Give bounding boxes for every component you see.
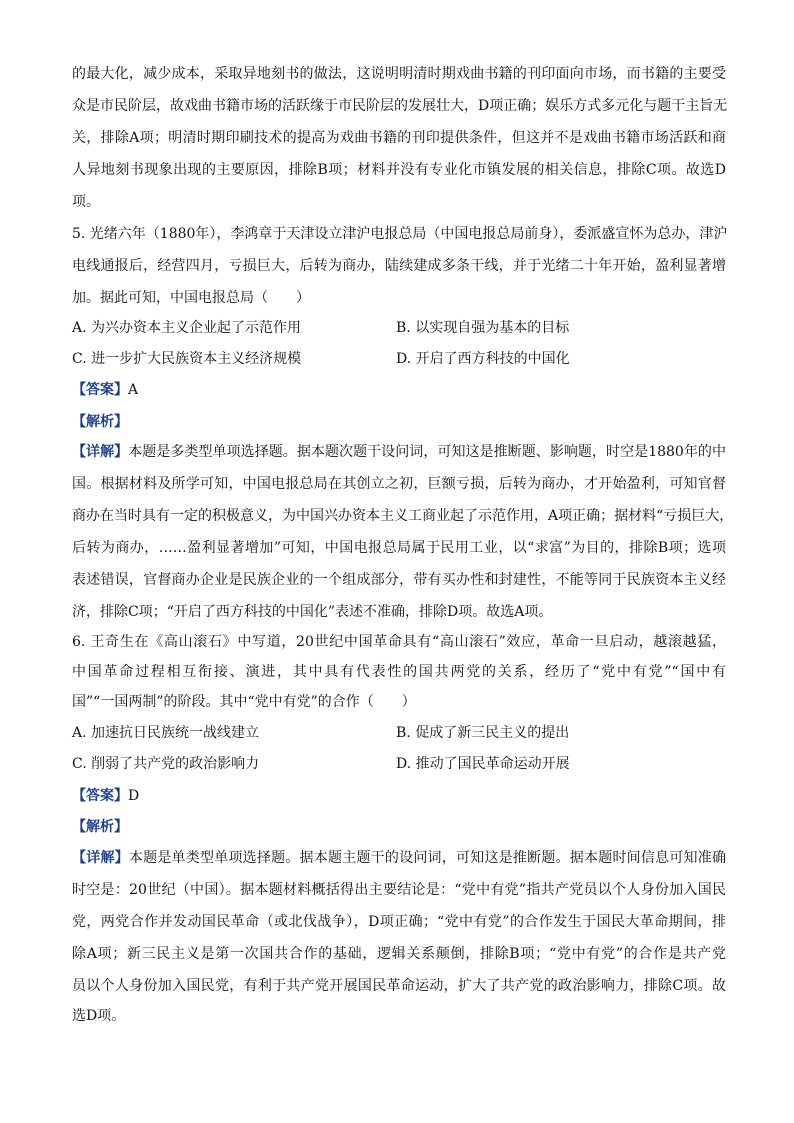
- prev-explanation-line-5: 项。: [72, 194, 100, 210]
- q5-stem-line-3: 加。据此可知，中国电报总局（ ）: [72, 290, 310, 306]
- q5-option-d: D. 开启了西方科技的中国化: [396, 351, 570, 367]
- q5-stem-line-1: 5. 光绪六年（1880年），李鸿章于天津设立津沪电报总局（中国电报总局前身），委派盛宣怀为总办，津沪: [72, 226, 728, 242]
- q6-analysis-heading: 【解析】: [72, 819, 128, 835]
- q6-option-c: C. 削弱了共产党的政治影响力: [72, 756, 260, 772]
- q6-answer: [72, 786, 139, 806]
- q5-detail-line-3: 商办在当时具有一定的积极意义，为中国兴办资本主义工商业起了示范作用，A项正确；据材料“亏损巨大，: [72, 508, 734, 524]
- q6-detail-label: 【详解】: [72, 850, 129, 866]
- q5-stem-line-2: 电线通报后，经营四月，亏损巨大，后转为商办，陆续建成多条干线，并于光绪二十年开始，盈利显著增: [72, 258, 726, 274]
- prev-explanation-line-1: 的最大化，减少成本，采取异地刻书的做法，这说明明清时期戏曲书籍的刊印面向市场，而书籍的主要受: [72, 66, 726, 82]
- q6-analysis-label: [72, 817, 128, 837]
- q6-answer-label: 【答案】: [72, 788, 128, 804]
- q5-detail-line-2: 国。根据材料及所学可知，中国电报总局在其创立之初，巨额亏损，后转为商办，才开始盈利，可知官督: [72, 476, 726, 492]
- q5-answer-label: 【答案】: [72, 382, 128, 398]
- q5-detail-label: 【详解】: [72, 444, 129, 460]
- prev-explanation-line-4: 人异地刻书现象出现的主要原因，排除B项；材料并没有专业化市镇发展的相关信息，排除C项。故选D: [72, 162, 726, 178]
- q6-detail-line-6: 选D项。: [72, 1008, 126, 1024]
- prev-explanation-line-2: 众是市民阶层，故戏曲书籍市场的活跃缘于市民阶层的发展壮大，D项正确；娱乐方式多元化与题干主旨无: [72, 98, 728, 114]
- q5-detail-line-5: 表述错误，官督商办企业是民族企业的一个组成部分，带有买办性和封建性，不能等同于民族资本主义经: [72, 572, 726, 588]
- q6-detail-line-4: 除A项；新三民主义是第一次国共合作的基础，逻辑关系颠倒，排除B项；“党中有党”的合作是共产党: [72, 946, 726, 962]
- q5-detail-line-6: 济，排除C项；“开启了西方科技的中国化”表述不准确，排除D项。故选A项。: [72, 604, 553, 620]
- q5-detail-line-4: 后转为商办，……盈利显著增加”可知，中国电报总局属于民用工业，以“求富”为目的，排除B项；选项: [72, 540, 726, 556]
- q6-detail-line-1: [72, 848, 726, 868]
- q6-option-d: D. 推动了国民革命运动开展: [396, 756, 570, 772]
- q6-detail-line-2: 时空是：20世纪（中国）。据本题材料概括得出主要结论是：“党中有党”指共产党员以个人身份加入国民: [72, 882, 726, 898]
- q6-detail-line-5: 员以个人身份加入国民党，有利于共产党开展国民革命运动，扩大了共产党的政治影响力，排除C项。故: [72, 978, 726, 994]
- prev-explanation-line-3: 关，排除A项；明清时期印刷技术的提高为戏曲书籍的刊印提供条件，但这并不是戏曲书籍市场活跃和商: [72, 130, 726, 146]
- q5-option-c: C. 进一步扩大民族资本主义经济规模: [72, 351, 302, 367]
- q5-option-a: A. 为兴办资本主义企业起了示范作用: [72, 320, 302, 336]
- q5-analysis-label: [72, 412, 128, 432]
- q6-answer-value: D: [128, 788, 140, 804]
- q6-detail-text-1: 本题是单类型单项选择题。据本题主题干的设问词，可知这是推断题。据本题时间信息可知准确: [128, 850, 726, 866]
- q6-stem-line-2: 中国革命过程相互衔接、演进，其中具有代表性的国共两党的关系，经历了“党中有党”“国中有: [72, 664, 726, 680]
- q6-option-b: B. 促成了新三民主义的提出: [396, 725, 570, 741]
- q5-answer: [72, 380, 138, 400]
- q5-option-b: B. 以实现自强为基本的目标: [396, 320, 570, 336]
- q6-stem-line-3: 国”“一国两制”的阶段。其中“党中有党”的合作（ ）: [72, 694, 416, 710]
- q5-answer-value: A: [128, 382, 139, 398]
- q6-stem-line-1: 6. 王奇生在《高山滚石》中写道，20世纪中国革命具有“高山滚石”效应，革命一旦启动，越滚越猛，: [72, 634, 726, 650]
- q6-detail-line-3: 党，两党合作并发动国民革命（或北伐战争），D项正确；“党中有党”的合作发生于国民大革命期间，排: [72, 914, 726, 930]
- q5-analysis-heading: 【解析】: [72, 414, 128, 430]
- q5-detail-text-1: 本题是多类型单项选择题。据本题次题干设问词，可知这是推断题、影响题，时空是1880年的中: [128, 444, 726, 460]
- q5-detail-line-1: [72, 442, 726, 462]
- q6-option-a: A. 加速抗日民族统一战线建立: [72, 725, 260, 741]
